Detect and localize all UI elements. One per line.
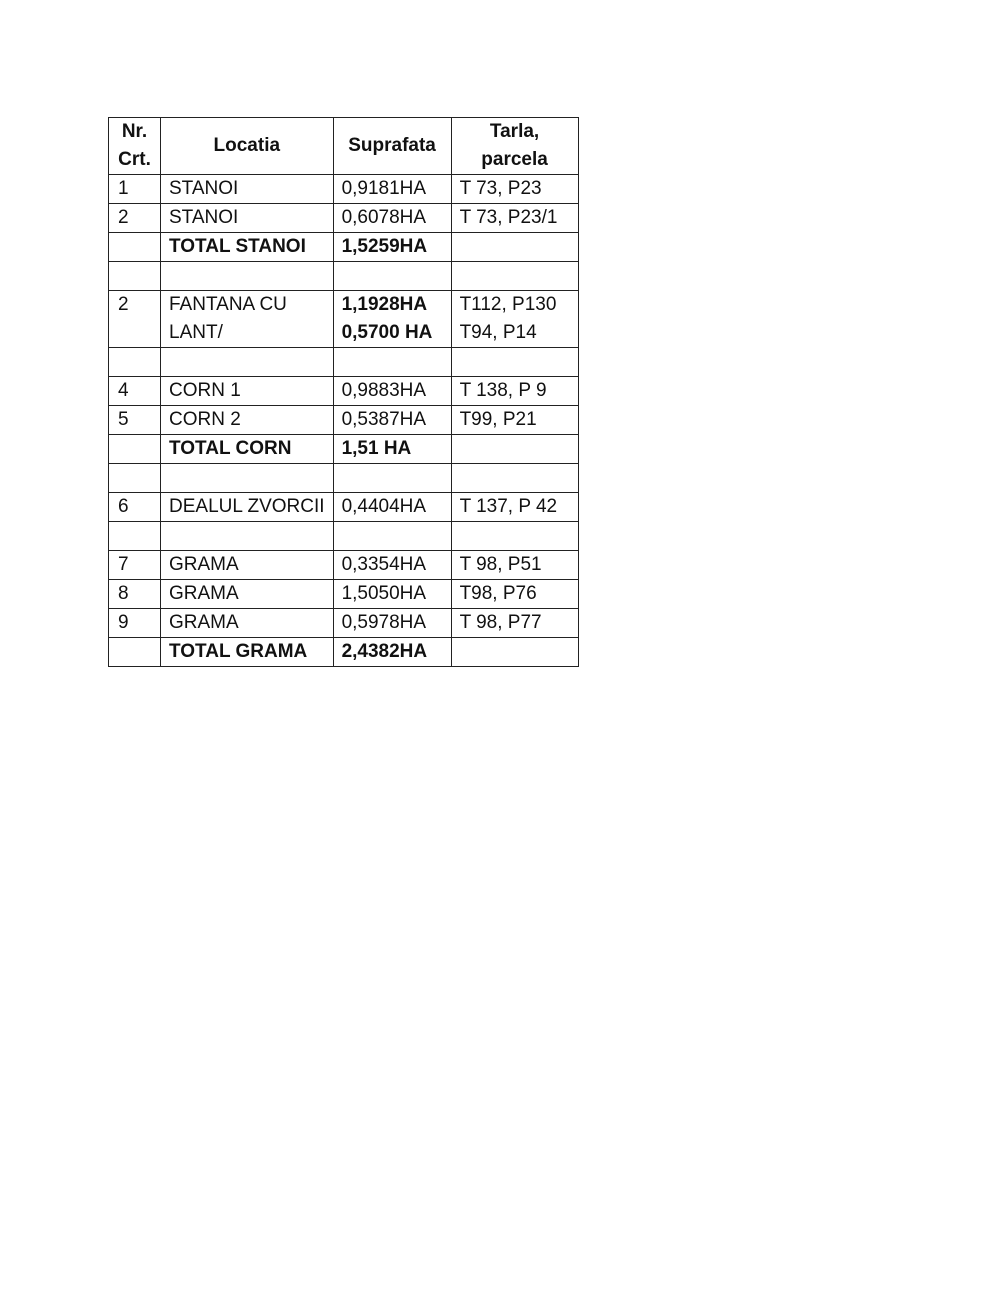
total-row	[109, 638, 579, 667]
cell-nr: 4	[109, 377, 161, 406]
cell-nr	[109, 638, 161, 667]
cell-locatia	[161, 291, 334, 348]
cell-suprafata: 0,3354HA	[333, 551, 451, 580]
cell-nr: 9	[109, 609, 161, 638]
cell-nr: 8	[109, 580, 161, 609]
cell-locatia: GRAMA	[161, 580, 334, 609]
cell-total-label: TOTAL CORN	[161, 435, 334, 464]
cell-total-value: 1,5259HA	[333, 233, 451, 262]
cell-tarla	[451, 435, 578, 464]
total-row	[109, 435, 579, 464]
cell-locatia: STANOI	[161, 204, 334, 233]
cell-nr	[109, 435, 161, 464]
parcel-table	[108, 117, 579, 667]
table-row	[109, 551, 579, 580]
cell-tarla: T98, P76	[451, 580, 578, 609]
cell-empty	[451, 522, 578, 551]
cell-suprafata: 0,5978HA	[333, 609, 451, 638]
table-row	[109, 377, 579, 406]
cell-locatia: GRAMA	[161, 551, 334, 580]
table-row	[109, 175, 579, 204]
table-header-row	[109, 118, 579, 175]
cell-nr: 2	[109, 291, 161, 348]
cell-nr: 5	[109, 406, 161, 435]
cell-line: FANTANA CU	[169, 294, 287, 315]
cell-locatia: GRAMA	[161, 609, 334, 638]
table-row	[109, 493, 579, 522]
cell-suprafata: 0,5387HA	[333, 406, 451, 435]
cell-empty	[333, 348, 451, 377]
cell-total-label: TOTAL STANOI	[161, 233, 334, 262]
cell-tarla	[451, 291, 578, 348]
cell-empty	[109, 522, 161, 551]
cell-line: T94, P14	[459, 322, 537, 343]
table-row	[109, 580, 579, 609]
header-tarla-parcela: Tarla, parcela	[451, 118, 578, 175]
cell-empty	[161, 464, 334, 493]
table-row	[109, 291, 579, 348]
empty-row	[109, 522, 579, 551]
cell-line: T112, P130	[459, 294, 557, 315]
cell-total-label: TOTAL GRAMA	[161, 638, 334, 667]
table-row	[109, 609, 579, 638]
cell-nr: 2	[109, 204, 161, 233]
cell-empty	[109, 262, 161, 291]
cell-tarla	[451, 638, 578, 667]
cell-tarla	[451, 233, 578, 262]
cell-locatia: CORN 1	[161, 377, 334, 406]
cell-suprafata: 0,6078HA	[333, 204, 451, 233]
cell-empty	[333, 262, 451, 291]
cell-nr: 6	[109, 493, 161, 522]
header-nr-crt: Nr. Crt.	[109, 118, 161, 175]
cell-suprafata: 0,4404HA	[333, 493, 451, 522]
cell-tarla: T 138, P 9	[451, 377, 578, 406]
cell-empty	[109, 348, 161, 377]
cell-empty	[451, 464, 578, 493]
cell-empty	[109, 464, 161, 493]
cell-tarla: T 98, P77	[451, 609, 578, 638]
cell-total-value: 2,4382HA	[333, 638, 451, 667]
cell-suprafata: 1,5050HA	[333, 580, 451, 609]
cell-nr	[109, 233, 161, 262]
cell-nr: 7	[109, 551, 161, 580]
table-row	[109, 406, 579, 435]
cell-total-value: 1,51 HA	[333, 435, 451, 464]
cell-empty	[161, 522, 334, 551]
cell-empty	[333, 464, 451, 493]
cell-tarla: T 73, P23	[451, 175, 578, 204]
cell-locatia: DEALUL ZVORCII	[161, 493, 334, 522]
empty-row	[109, 348, 579, 377]
empty-row	[109, 464, 579, 493]
cell-line: 0,5700 HA	[341, 322, 433, 343]
total-row	[109, 233, 579, 262]
cell-suprafata	[333, 291, 451, 348]
cell-tarla: T 73, P23/1	[451, 204, 578, 233]
cell-locatia: CORN 2	[161, 406, 334, 435]
cell-tarla: T99, P21	[451, 406, 578, 435]
cell-tarla: T 98, P51	[451, 551, 578, 580]
cell-empty	[161, 262, 334, 291]
cell-suprafata: 0,9883HA	[333, 377, 451, 406]
empty-row	[109, 262, 579, 291]
cell-empty	[451, 348, 578, 377]
cell-nr: 1	[109, 175, 161, 204]
cell-empty	[451, 262, 578, 291]
cell-empty	[333, 522, 451, 551]
cell-line: 1,1928HA	[341, 294, 428, 315]
header-suprafata: Suprafata	[333, 118, 451, 175]
cell-locatia: STANOI	[161, 175, 334, 204]
table-row	[109, 204, 579, 233]
cell-suprafata: 0,9181HA	[333, 175, 451, 204]
cell-line: LANT/	[169, 322, 223, 343]
cell-tarla: T 137, P 42	[451, 493, 578, 522]
header-locatia: Locatia	[161, 118, 334, 175]
cell-empty	[161, 348, 334, 377]
